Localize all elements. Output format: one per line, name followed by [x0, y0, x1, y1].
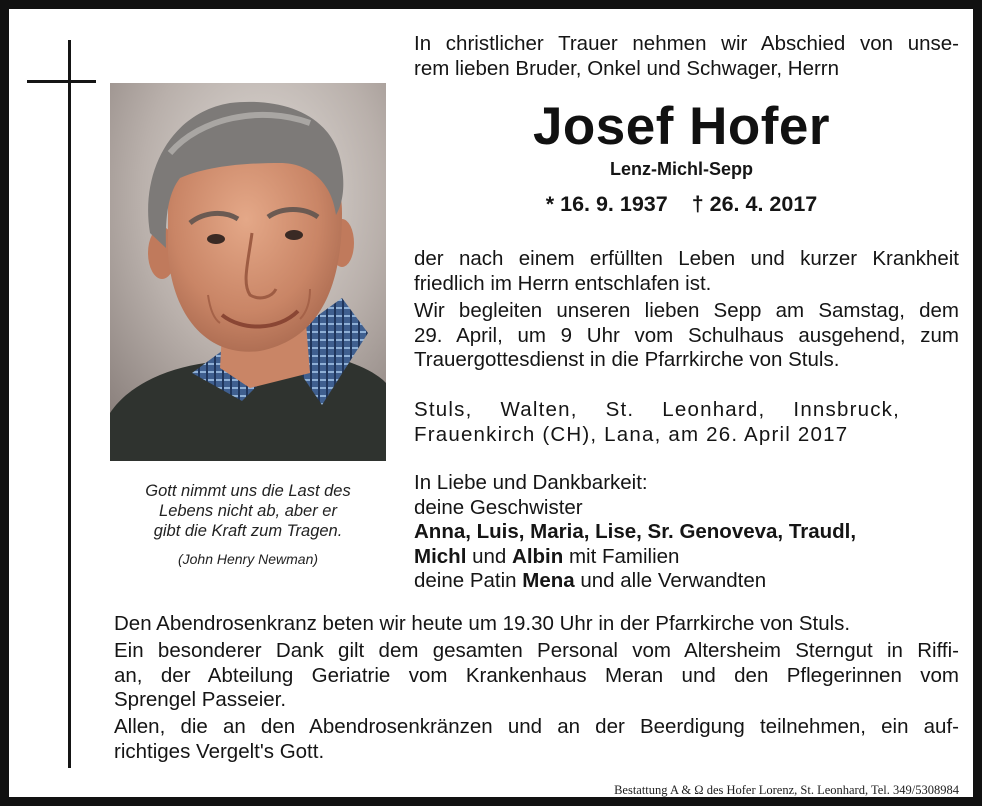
mourners-line	[414, 545, 959, 570]
paragraph-line: Allen, die an den Abendrosenkränzen und an der Beerdigung teilnehmen, ein auf-	[114, 715, 959, 738]
deceased-nickname: Lenz-Michl-Sepp	[610, 159, 753, 179]
quote-line: Lebens nicht ab, aber er	[159, 502, 337, 520]
paragraph-line: Trauergottesdienst in die Pfarrkirche von Stuls.	[414, 348, 840, 371]
paragraph-line: Frauenkirch (CH), Lana, am 26. April 2017	[414, 422, 849, 446]
mourners-block	[414, 471, 959, 594]
paragraph-line: Ein besonderer Dank gilt dem gesamten Personal vom Altersheim Sterngut in Riffi-	[114, 639, 959, 662]
rosary-notice	[114, 612, 959, 637]
paragraph-line: der nach einem erfüllten Leben und kurzer Krankheit	[414, 247, 959, 270]
death-paragraph	[414, 247, 959, 296]
quote-line: gibt die Kraft zum Tragen.	[153, 522, 343, 540]
paragraph-line: 29. April, um 9 Uhr vom Schulhaus ausgehend, zum	[414, 323, 959, 347]
intro-line: rem lieben Bruder, Onkel und Schwager, Herrn	[414, 57, 840, 80]
intro-text	[414, 31, 959, 81]
quote-author: (John Henry Newman)	[177, 551, 319, 567]
godmother-name: Mena	[522, 569, 575, 592]
funeral-home-credit: Bestattung A & Ω des Hofer Lorenz, St. Leonhard, Tel. 349/5308984	[614, 783, 959, 797]
quote-line: Gott nimmt uns die Last des	[145, 482, 351, 500]
gratitude-paragraph	[114, 715, 959, 764]
mourners-line: In Liebe und Dankbarkeit:	[414, 471, 648, 494]
families-text: mit Familien	[563, 544, 680, 568]
portrait-photo	[110, 83, 386, 461]
intro-line: In christlicher Trauer nehmen wir Abschied von unse-	[414, 32, 959, 55]
paragraph-line: friedlich im Herrn entschlafen ist.	[414, 271, 712, 295]
godmother-text: deine Patin	[414, 569, 523, 592]
paragraph-line: an, der Abteilung Geriatrie vom Krankenhaus Meran und den Pflegerinnen vom	[114, 663, 959, 687]
paragraph-line: Stuls, Walten, St. Leonhard, Innsbruck,	[414, 398, 900, 421]
life-dates	[414, 192, 949, 217]
thanks-paragraph	[114, 639, 959, 713]
birth-date: * 16. 9. 1937	[545, 192, 668, 216]
memorial-quote	[110, 481, 386, 541]
cross-icon-vertical-bar	[68, 40, 71, 768]
relatives-text: und alle Verwandten	[574, 569, 767, 592]
mourners-line	[414, 569, 959, 594]
sibling-names: Anna, Luis, Maria, Lise, Sr. Genoveva, Traudl,	[414, 520, 857, 543]
paragraph-line: richtiges Vergelt's Gott.	[114, 739, 325, 763]
funeral-paragraph	[414, 299, 959, 373]
paragraph-line: Wir begleiten unseren lieben Sepp am Samstag, dem	[414, 299, 959, 322]
deceased-name: Josef Hofer	[532, 97, 831, 156]
cross-icon-horizontal-bar	[27, 80, 96, 83]
sibling-name: Michl	[414, 544, 467, 568]
mourners-siblings	[414, 520, 959, 545]
sibling-name: Albin	[512, 544, 564, 568]
paragraph-line: Den Abendrosenkranz beten wir heute um 19.30 Uhr in der Pfarrkirche von Stuls.	[114, 612, 851, 635]
paragraph-line: Sprengel Passeier.	[114, 688, 287, 711]
mourners-line: deine Geschwister	[414, 495, 583, 519]
connector-text: und	[466, 544, 513, 568]
place-date-paragraph	[414, 398, 959, 447]
death-date: † 26. 4. 2017	[691, 192, 818, 216]
